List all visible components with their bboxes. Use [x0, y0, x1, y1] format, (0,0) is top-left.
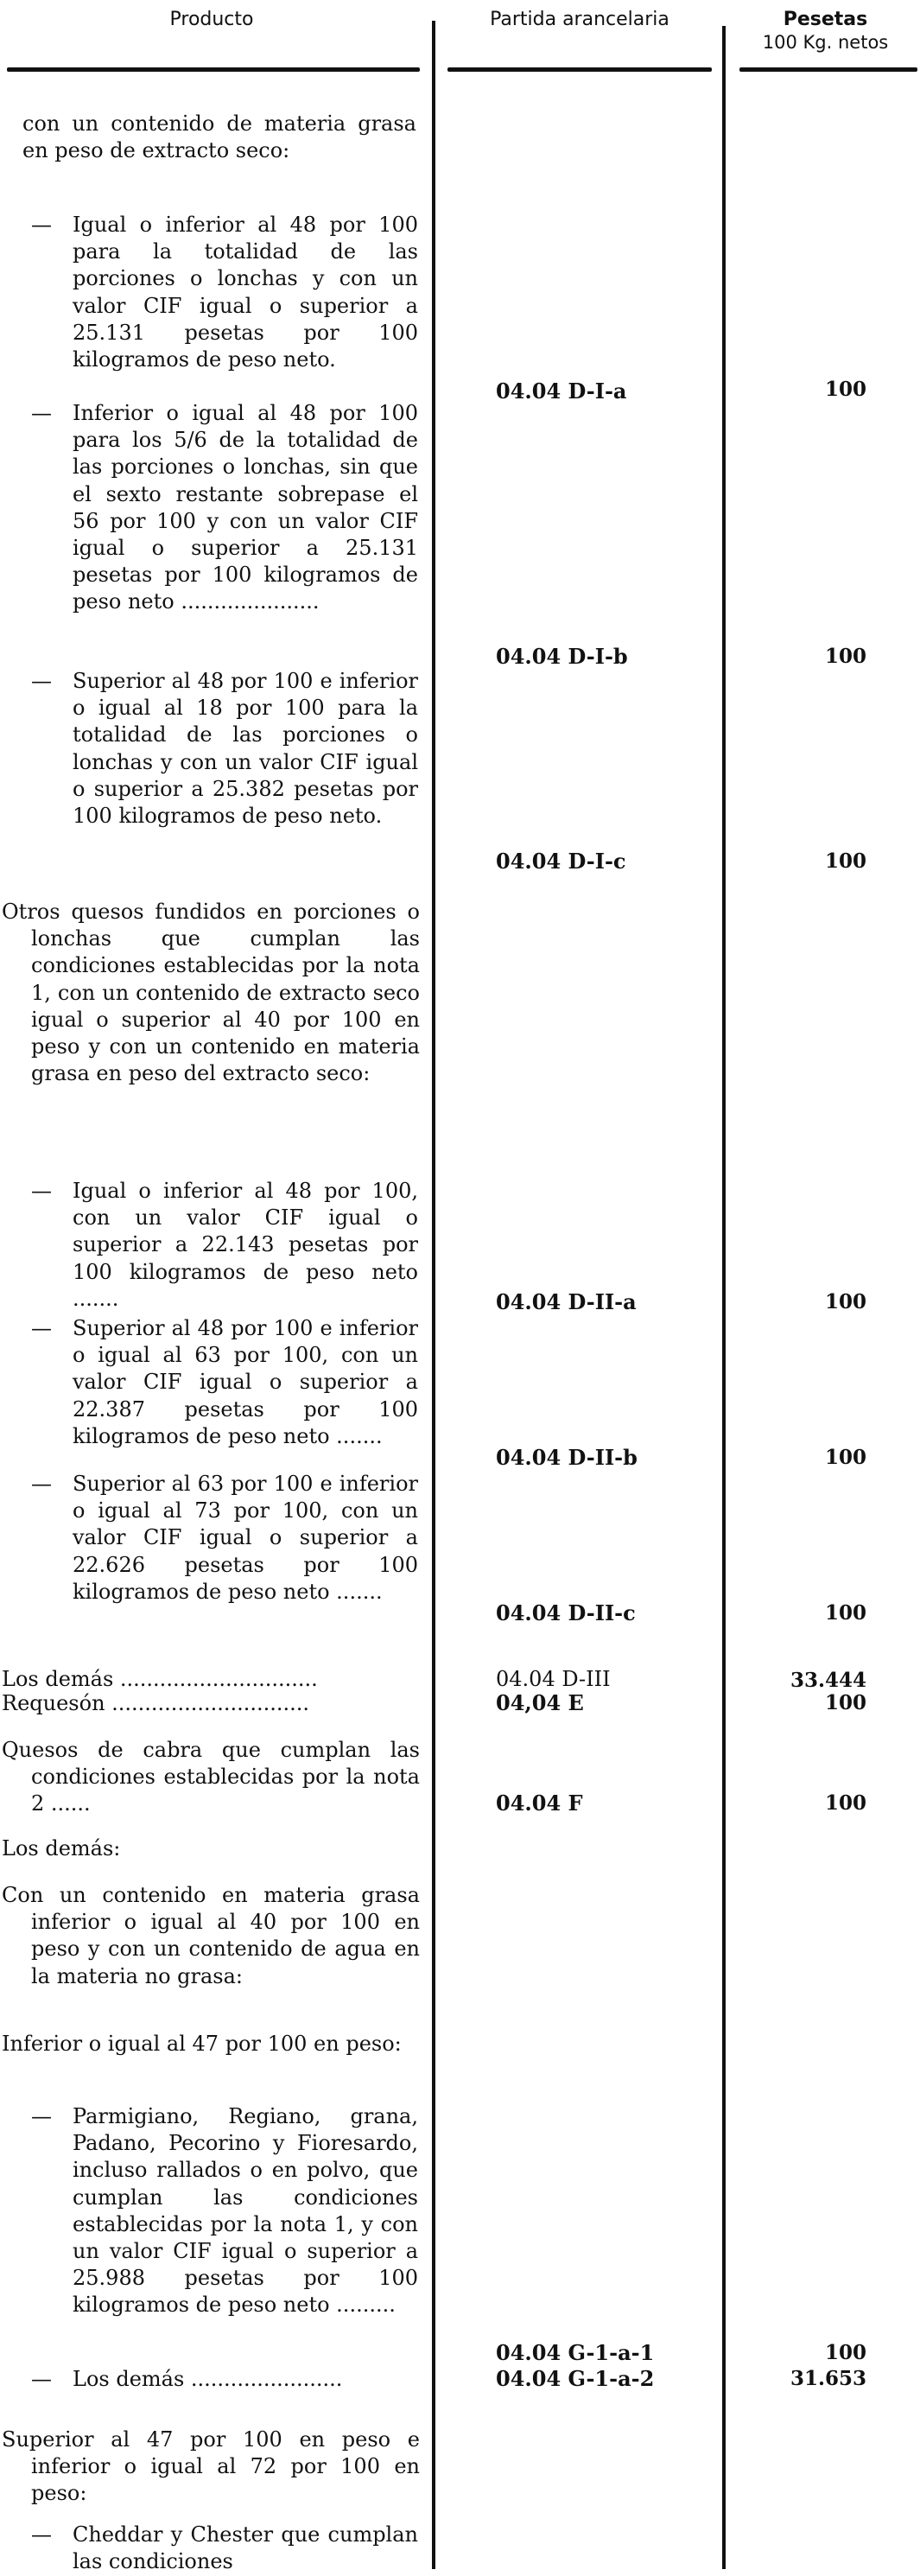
price-value: 100: [824, 1791, 866, 1815]
tariff-code: 04.04 D-I-b: [496, 644, 628, 669]
price-value: 100: [824, 645, 866, 668]
tariff-code: 04.04 G-1-a-2: [496, 2366, 655, 2391]
tariff-code: 04.04 F: [496, 1790, 583, 1816]
header-price: [731, 9, 920, 54]
table-row-text: — Los demás .......................: [0, 2366, 418, 2393]
price-value: 100: [824, 1601, 866, 1625]
dash-icon: —: [31, 1472, 52, 1496]
table-row-text: Superior al 47 por 100 en peso e inferior o igual al 72 por 100 en peso:: [2, 2427, 420, 2506]
price-value: 100: [824, 1691, 866, 1714]
table-row-text: — Cheddar y Chester que cumplan las condiciones: [31, 2522, 418, 2574]
dash-icon: —: [31, 213, 52, 237]
dash-icon: —: [31, 2522, 52, 2547]
price-value: 100: [824, 1446, 866, 1469]
table-row-text: Inferior o igual al 47 por 100 en peso:: [2, 2032, 402, 2056]
column-divider-2: [722, 26, 726, 2569]
header-rule-tariff: [447, 67, 712, 72]
dash-icon: —: [31, 2367, 52, 2391]
tariff-code: 04.04 D-I-a: [496, 378, 627, 404]
table-row-text: — Parmigiano, Regiano, grana, Padano, Pecorino y Fioresardo, incluso rallados o en polvo, que cumplan las condiciones establecidas por la nota 1, y con un valor CIF igual o superior a 25.988 pesetas por 100 kilogramos de peso neto .........: [31, 2104, 418, 2318]
table-row-text: — Igual o inferior al 48 por 100, con un valor CIF igual o superior a 22.143 pesetas por 100 kilogramos de peso neto .......: [31, 1179, 418, 1311]
header-price-unit: 100 Kg. netos: [762, 32, 889, 53]
tariff-code: 04,04 E: [496, 1690, 584, 1715]
table-row-text: Los demás ..............................: [2, 1667, 318, 1691]
header-price-label: Pesetas: [783, 9, 868, 30]
header-tariff-label: Partida arancelaria: [490, 9, 669, 30]
price-value: 100: [824, 1290, 866, 1313]
price-value: 33.444: [790, 1669, 866, 1692]
table-row-text: Requesón ..............................: [2, 1691, 310, 1715]
tariff-code: 04.04 D-II-a: [496, 1289, 637, 1314]
header-rule-product: [7, 67, 420, 72]
table-row-text: — Superior al 63 por 100 e inferior o igual al 73 por 100, con un valor CIF igual o superior a 22.626 pesetas por 100 kilogramos de peso neto .......: [31, 1472, 418, 1604]
price-value: 31.653: [790, 2367, 866, 2390]
dash-icon: —: [31, 401, 52, 425]
table-row-text: Quesos de cabra que cumplan las condiciones establecidas por la nota 2 ......: [2, 1738, 420, 1816]
table-row-text: — Inferior o igual al 48 por 100 para los 5/6 de la totalidad de las porciones o lonchas, sin que el sexto restante sobrepase el 56 por 100 y con un valor CIF igual o superior a 25.131 pesetas por 100 kilogramos de peso neto .....................: [31, 401, 418, 614]
table-row-text: — Superior al 48 por 100 e inferior o igual al 18 por 100 para la totalidad de las porciones o lonchas y con un valor CIF igual o superior a 25.382 pesetas por 100 kilogramos de peso neto.: [31, 669, 418, 829]
table-row-text: Otros quesos fundidos en porciones o lonchas que cumplan las condiciones establecidas por la nota 1, con un contenido de extracto seco igual o superior al 40 por 100 en peso y con un contenido en materia grasa en peso del extracto seco:: [2, 900, 420, 1086]
table-row-text: Los demás:: [2, 1836, 121, 1860]
price-value: 100: [824, 2341, 866, 2364]
price-value: 100: [824, 378, 866, 401]
tariff-code: 04.04 D-III: [496, 1667, 611, 1691]
tariff-code: 04.04 D-II-b: [496, 1445, 638, 1470]
tariff-code: 04.04 D-II-c: [496, 1600, 636, 1625]
header-tariff: [441, 9, 719, 31]
dash-icon: —: [31, 2104, 52, 2128]
header-rule-price: [739, 67, 917, 72]
header-product-label: Producto: [169, 9, 254, 30]
tariff-code: 04.04 G-1-a-1: [496, 2340, 655, 2365]
price-value: 100: [824, 849, 866, 873]
header-product: [0, 9, 423, 31]
table-row-text: — Igual o inferior al 48 por 100 para la totalidad de las porciones o lonchas y con un valor CIF igual o superior a 25.131 pesetas por 100 kilogramos de peso neto.: [31, 213, 418, 372]
dash-icon: —: [31, 1316, 52, 1340]
table-row-text: Con un contenido en materia grasa inferior o igual al 40 por 100 en peso y con un contenido de agua en la materia no grasa:: [2, 1883, 420, 1988]
tariff-code: 04.04 D-I-c: [496, 849, 626, 874]
dash-icon: —: [31, 669, 52, 693]
table-row-text: con un contenido de materia grasa en peso de extracto seco:: [22, 111, 416, 163]
table-row-text: — Superior al 48 por 100 e inferior o igual al 63 por 100, con un valor CIF igual o superior a 22.387 pesetas por 100 kilogramos de peso neto .......: [31, 1316, 418, 1448]
column-divider-1: [432, 21, 435, 2569]
dash-icon: —: [31, 1179, 52, 1203]
